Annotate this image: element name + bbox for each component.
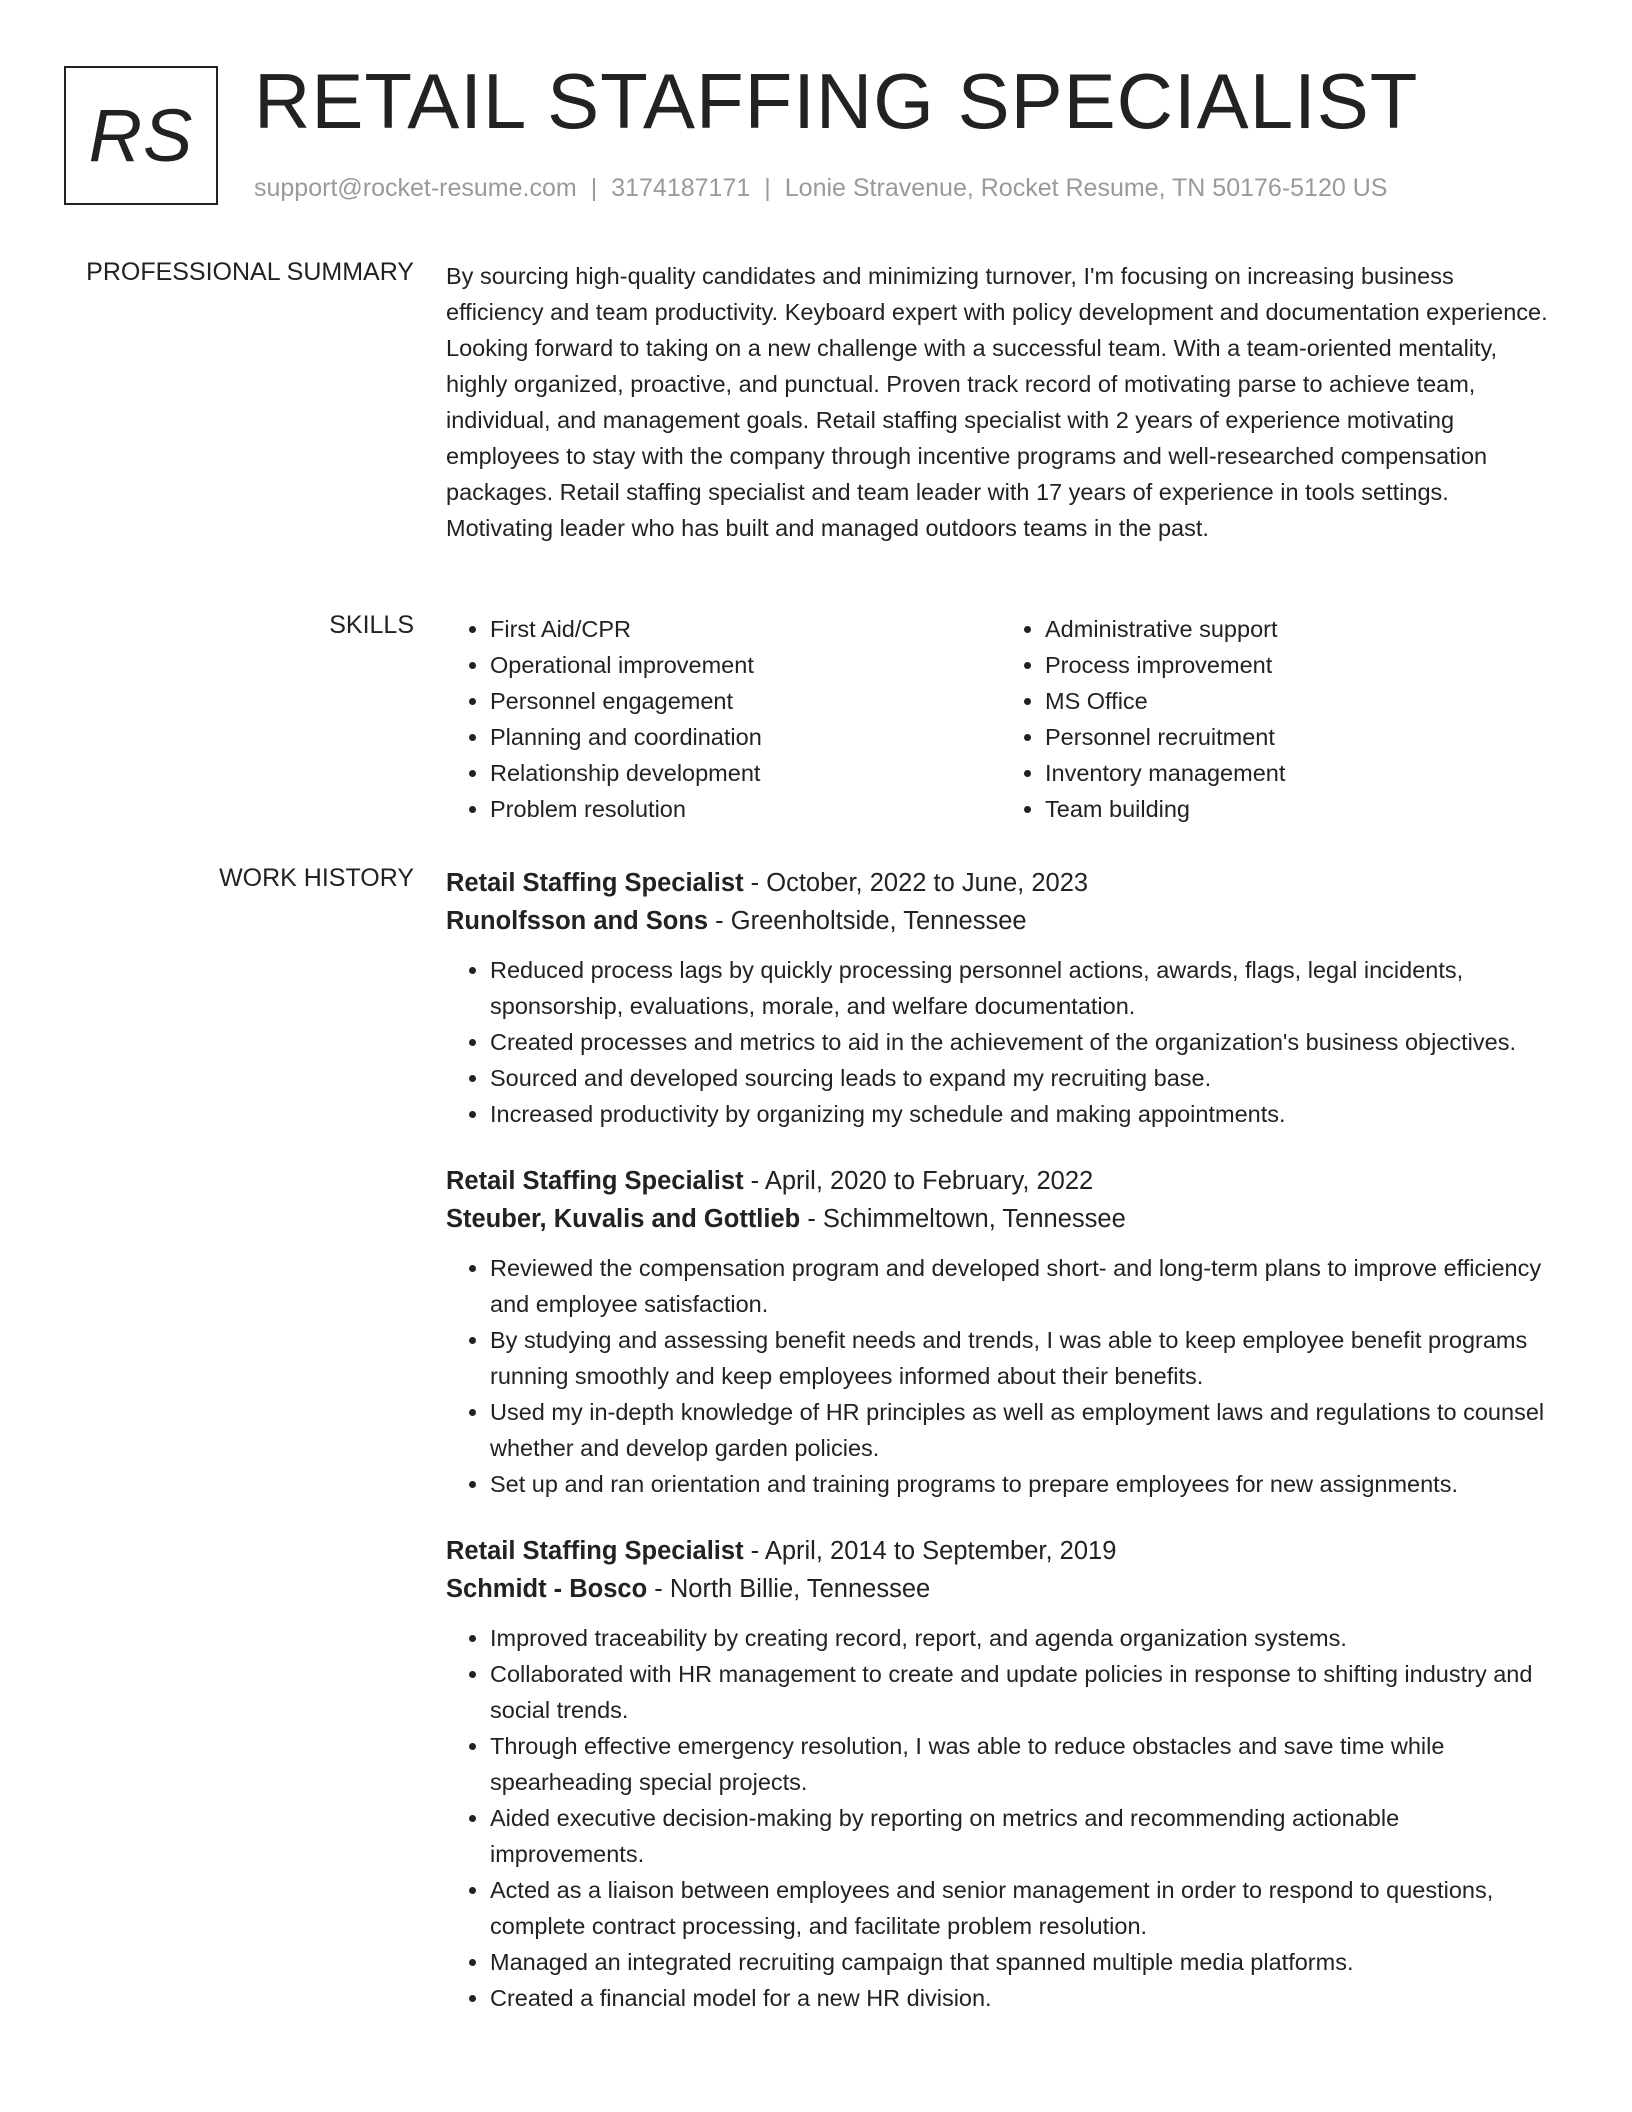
skill-item: • Personnel recruitment [1045,719,1556,755]
skill-item: • Problem resolution [490,791,1001,827]
section-label-work: WORK HISTORY [219,864,414,892]
job-bullet: • Sourced and developed sourcing leads to expand my recruiting base. [490,1060,1556,1096]
job-dates: - April, 2020 to February, 2022 [743,1167,1094,1195]
skill-item: • Operational improvement [490,647,1001,683]
contact-separator: | [764,174,771,202]
resume-title: RETAIL STAFFING SPECIALIST [254,57,1419,145]
job-bullet: • Used my in-depth knowledge of HR principles as well as employment laws and regulations to counsel whether and develop garden policies. [490,1394,1556,1466]
work-history-body [446,864,1556,2046]
job-entry [446,1532,1556,2016]
job-title-line [446,864,1556,902]
job-bullet: • Acted as a liaison between employees and senior management in order to respond to questions, complete contract processing, and facilitate problem resolution. [490,1872,1556,1944]
job-location: - Greenholtside, Tennessee [708,907,1027,935]
job-bullet: • Increased productivity by organizing my schedule and making appointments. [490,1096,1556,1132]
skill-item: • Relationship development [490,755,1001,791]
contact-address: Lonie Stravenue, Rocket Resume, TN 50176-5120 US [784,174,1388,202]
job-location: - North Billie, Tennessee [647,1575,931,1603]
job-bullet: • Reviewed the compensation program and developed short- and long-term plans to improve efficiency and employee satisfaction. [490,1250,1556,1322]
job-location: - Schimmeltown, Tennessee [800,1205,1126,1233]
job-company-line [446,1570,1556,1608]
job-company: Schmidt - Bosco [446,1575,648,1603]
job-bullet: • Set up and ran orientation and training programs to prepare employees for new assignments. [490,1466,1556,1502]
job-company: Steuber, Kuvalis and Gottlieb [446,1205,801,1233]
job-bullet: • Reduced process lags by quickly processing personnel actions, awards, flags, legal incidents, sponsorship, evaluations, morale, and welfare documentation. [490,952,1556,1024]
skill-item: • Team building [1045,791,1556,827]
job-bullets [446,952,1556,1132]
job-company: Runolfsson and Sons [446,907,709,935]
job-bullet: • Improved traceability by creating record, report, and agenda organization systems. [490,1620,1556,1656]
section-label-summary: PROFESSIONAL SUMMARY [86,258,414,286]
job-bullet: • Created a financial model for a new HR division. [490,1980,1556,2016]
contact-separator: | [590,174,598,202]
monogram-badge: RS [64,66,218,205]
job-title-line [446,1162,1556,1200]
job-entry [446,864,1556,1132]
skill-item: • Inventory management [1045,755,1556,791]
job-bullet: • By studying and assessing benefit needs and trends, I was able to keep employee benefit programs running smoothly and keep employees informed about their benefits. [490,1322,1556,1394]
skill-item: • MS Office [1045,683,1556,719]
job-title: Retail Staffing Specialist [446,1537,744,1565]
skill-item: • Process improvement [1045,647,1556,683]
skill-item: • Personnel engagement [490,683,1001,719]
job-company-line [446,1200,1556,1238]
job-entry [446,1162,1556,1502]
skills-list-right [1001,611,1556,827]
summary-text: By sourcing high-quality candidates and minimizing turnover, I'm focusing on increasing business efficiency and team productivity. Keyboard expert with policy development and documentation experience. Looking forward to taking on a new challenge with a successful team. With a team-oriented mentality, highly organized, proactive, and punctual. Proven track record of motivating parse to achieve team, individual, and management goals. Retail staffing specialist with 2 years of experience motivating employees to stay with the company through incentive programs and well-researched compensation packages. Retail staffing specialist and team leader with 17 years of experience in tools settings. Motivating leader who has built and managed outdoors teams in the past. [446,263,1548,541]
job-dates: - April, 2014 to September, 2019 [743,1537,1117,1565]
job-bullets [446,1620,1556,2016]
section-label-skills: SKILLS [329,611,414,639]
job-title-line [446,1532,1556,1570]
job-bullet: • Aided executive decision-making by reporting on metrics and recommending actionable improvements. [490,1800,1556,1872]
job-bullet: • Created processes and metrics to aid in the achievement of the organization's business objectives. [490,1024,1556,1060]
skill-item: • Planning and coordination [490,719,1001,755]
skills-columns [446,611,1556,827]
job-title: Retail Staffing Specialist [446,1167,744,1195]
skill-item: • First Aid/CPR [490,611,1001,647]
job-dates: - October, 2022 to June, 2023 [743,869,1089,897]
contact-phone[interactable]: 3174187171 [611,174,751,202]
contact-email[interactable]: support@rocket-resume.com [254,174,577,202]
job-bullets [446,1250,1556,1502]
skills-list-left [446,611,1001,827]
job-bullet: • Through effective emergency resolution, I was able to reduce obstacles and save time while spearheading special projects. [490,1728,1556,1800]
contact-line [254,174,1387,203]
job-bullet: • Collaborated with HR management to create and update policies in response to shifting industry and social trends. [490,1656,1556,1728]
skill-item: • Administrative support [1045,611,1556,647]
job-bullet: • Managed an integrated recruiting campaign that spanned multiple media platforms. [490,1944,1556,1980]
job-title: Retail Staffing Specialist [446,869,744,897]
job-company-line [446,902,1556,940]
